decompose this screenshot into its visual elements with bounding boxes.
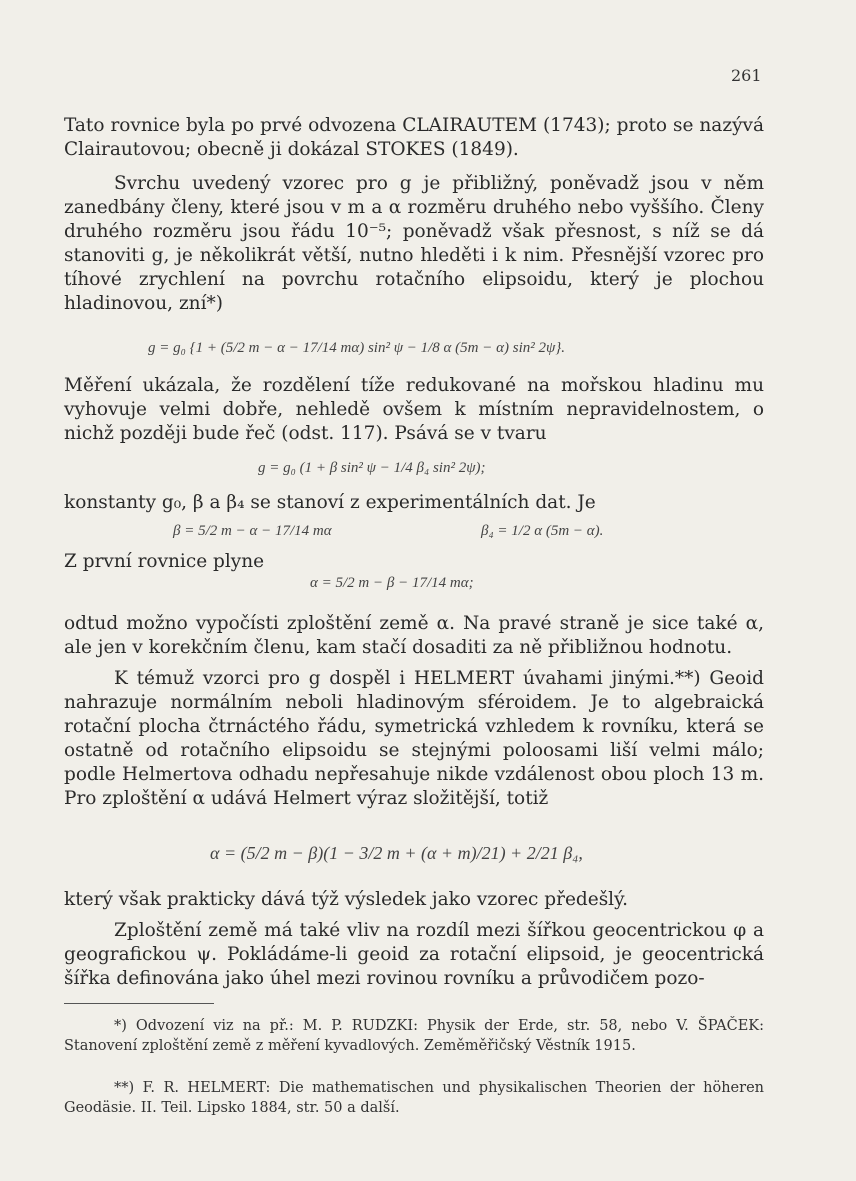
formula-alpha: α = 5/2 m − β − 17/14 mα; (310, 575, 474, 591)
paragraph-first-equation: Z první rovnice plyne (64, 551, 265, 572)
paragraph-latitude: Zploštění země má také vliv na rozdíl mezi šířkou geocentrickou φ a geografickou ψ. Pokládáme-li geoid za rotační elipsoid, je geocentrická šířka definována jako úhel mezi rovinou rovníku a průvodičem pozo- (64, 920, 764, 989)
paragraph-helmert: K témuž vzorci pro g dospěl i HELMERT úvahami jinými.**) Geoid nahrazuje normálním neboli hladinovým sféroidem. Je to algebraická rotační plocha čtrnáctého řádu, symetrická vzhledem k rovníku, která se ostatně od rotačního elipsoidu se stejnými poloosami liší velmi málo; podle Helmertova odhadu nepřesahuje nikde vzdálenost obou ploch 13 m. Pro zploštění α udává Helmert výraz složitější, totiž (64, 668, 764, 809)
footnote-divider (64, 1003, 214, 1004)
paragraph-clairaut: Tato rovnice byla po prvé odvozena CLAIRAUTEM (1743); proto se nazývá Clairautovou; obecně ji dokázal STOKES (1849). (64, 115, 764, 160)
formula-gravity-short: g = g₀ (1 + β sin² ψ − 1/4 β₄ sin² 2ψ); (258, 460, 486, 476)
formula-beta: β = 5/2 m − α − 17/14 mα (173, 523, 332, 539)
paragraph-measurement: Měření ukázala, že rozdělení tíže redukované na mořskou hladinu mu vyhovuje velmi dobře, nehledě ovšem k místním nepravidelnostem, o nichž později bude řeč (odst. 117). Psává se v tvaru (64, 375, 764, 444)
paragraph-practical: který však prakticky dává týž výsledek jako vzorec předešlý. (64, 889, 628, 910)
page-number: 261 (731, 66, 762, 85)
paragraph-flattening: odtud možno vypočísti zploštění země α. Na pravé straně je sice také α, ale jen v korekčním členu, kam stačí dosaditi za ně přibližnou hodnotu. (64, 613, 764, 658)
formula-gravity-precise: g = g₀ {1 + (5/2 m − α − 17/14 mα) sin² ψ − 1/8 α (5m − α) sin² 2ψ}. (148, 340, 566, 356)
formula-beta4: β₄ = 1/2 α (5m − α). (481, 523, 604, 539)
footnote-2: **) F. R. HELMERT: Die mathematischen und physikalischen Theorien der höheren Geodäsie. II. Teil. Lipsko 1884, str. 50 a další. (64, 1080, 764, 1116)
footnote-1: *) Odvození viz na př.: M. P. RUDZKI: Physik der Erde, str. 58, nebo V. ŠPAČEK: Stanovení zploštění země z měření kyvadlových. Zeměměřičský Věstník 1915. (64, 1018, 764, 1054)
paragraph-approximation: Svrchu uvedený vzorec pro g je přibližný, poněvadž jsou v něm zanedbány členy, které jsou v m a α rozměru druhého nebo vyššího. Členy druhého rozměru jsou řádu 10⁻⁵; poněvadž však přesnost, s níž se dá stanoviti g, je několikrát větší, nutno hleděti i k nim. Přesnější vzorec pro tíhové zrychlení na povrchu rotačního elipsoidu, který je plochou hladinovou, zní*) (64, 173, 764, 314)
paragraph-constants: konstanty g₀, β a β₄ se stanoví z experimentálních dat. Je (64, 492, 596, 513)
formula-helmert: α = (5/2 m − β)(1 − 3/2 m + (α + m)/21) + 2/21 β₄, (210, 843, 583, 863)
